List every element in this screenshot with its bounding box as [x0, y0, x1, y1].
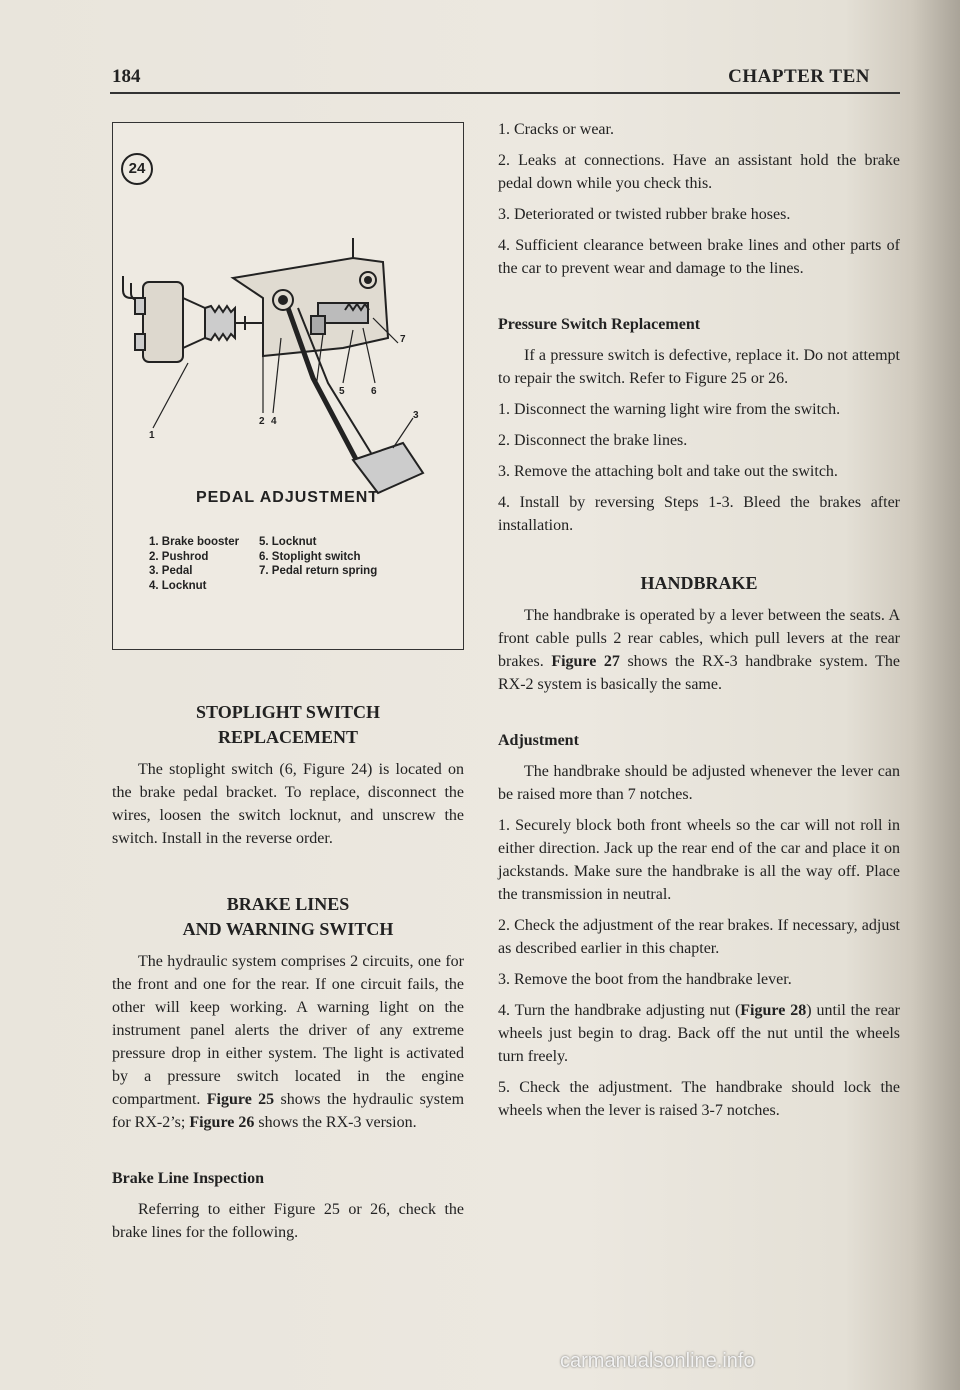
figure-24: [112, 122, 464, 650]
stoplight-heading-line1: STOPLIGHT SWITCH: [196, 702, 380, 722]
adjustment-item-5: 5. Check the adjustment. The handbrake should lock the wheels when the lever is raised 3-7 notches.: [498, 1079, 900, 1119]
page-number: 184: [112, 66, 141, 87]
brake-lines-text-a: The hydraulic system comprises 2 circuits, one for the front and one for the rear. If one circuit fails, the other will keep working. A warning light on the instrument panel alerts the driver of any extreme pressure drop in either system. The light is activated by a pressure switch located in the engine compartment.: [112, 953, 464, 1108]
callout-7: 7: [400, 334, 406, 345]
adjustment-item-1: 1. Securely block both front wheels so the car will not roll in either direction. Jack up the rear end of the car and place it on jackstands. Make sure the handbrake is all the way off. Place the transmission in neutral.: [498, 817, 900, 903]
pressure-switch-paragraph: If a pressure switch is defective, replace it. Do not attempt to repair the switch. Refer to Figure 25 or 26.: [498, 347, 900, 387]
left-column: [112, 700, 464, 1244]
stoplight-heading: [112, 700, 464, 750]
legend-column-1: [149, 535, 239, 593]
figure-27-ref: Figure 27: [551, 653, 620, 670]
figure-28-ref: Figure 28: [740, 1002, 807, 1019]
pedal-diagram: [113, 183, 462, 593]
chapter-heading: CHAPTER TEN: [728, 66, 870, 87]
figure-number-badge: 24: [121, 153, 153, 185]
adjustment-item-3: 3. Remove the boot from the handbrake lever.: [498, 971, 792, 988]
brake-lines-text-c: shows the RX-3 version.: [254, 1114, 417, 1131]
inspection-paragraph: Referring to either Figure 25 or 26, check the brake lines for the following.: [112, 1201, 464, 1241]
brake-lines-heading: [112, 892, 464, 942]
handbrake-paragraph: [498, 604, 900, 696]
figure-title: PEDAL ADJUSTMENT: [195, 489, 380, 506]
legend-item: 3. Pedal: [149, 565, 193, 577]
figure-25-ref: Figure 25: [206, 1091, 275, 1108]
legend-column-2: [259, 535, 377, 579]
brake-lines-text-b: shows the hydraulic system for RX-2’s;: [112, 1091, 465, 1131]
right-column: [498, 118, 900, 1122]
legend-item: 4. Locknut: [149, 579, 207, 592]
callout-5: 5: [339, 386, 345, 397]
watermark: carmanualsonline.info: [560, 1350, 755, 1372]
callout-3: 3: [413, 410, 419, 421]
adj4-text-a: 4. Turn the handbrake adjusting nut (: [498, 1002, 741, 1019]
handbrake-text-a: The handbrake is operated by a lever between the seats. A front cable pulls 2 rear cables, which pull levers at the rear brakes.: [498, 607, 900, 670]
inspection-item-3: 3. Deteriorated or twisted rubber brake hoses.: [498, 206, 791, 223]
legend-item: 6. Stoplight switch: [259, 550, 361, 563]
inspection-item-4: 4. Sufficient clearance between brake lines and other parts of the car to prevent wear and damage to the lines.: [498, 237, 900, 277]
adjustment-paragraph: The handbrake should be adjusted whenever the lever can be raised more than 7 notches.: [498, 763, 900, 803]
legend-item: 7. Pedal return spring: [259, 565, 378, 577]
header-rule: [110, 92, 900, 94]
callout-4: 4: [271, 416, 277, 427]
pressure-item-1: 1. Disconnect the warning light wire from the switch.: [498, 401, 841, 418]
callout-1: 1: [149, 430, 155, 441]
brake-lines-heading-line1: BRAKE LINES: [226, 894, 350, 914]
adjustment-item-4: [498, 999, 900, 1068]
figure-26-ref: Figure 26: [189, 1114, 255, 1131]
inspection-item-1: 1. Cracks or wear.: [498, 121, 614, 138]
handbrake-heading: HANDBRAKE: [640, 573, 758, 593]
inspection-item-2: 2. Leaks at connections. Have an assistant hold the brake pedal down while you check this.: [498, 152, 900, 192]
pressure-item-2: 2. Disconnect the brake lines.: [498, 432, 688, 449]
callout-2: 2: [259, 416, 265, 427]
callout-6: 6: [371, 386, 377, 397]
adjustment-heading: Adjustment: [498, 732, 579, 749]
pressure-switch-heading: Pressure Switch Replacement: [498, 316, 701, 333]
adjustment-item-2: 2. Check the adjustment of the rear brakes. If necessary, adjust as described earlier in this chapter.: [498, 917, 900, 957]
pressure-item-4: 4. Install by reversing Steps 1-3. Bleed the brakes after installation.: [498, 494, 900, 534]
handbrake-text-b: shows the RX-3 handbrake system. The RX-2 system is basically the same.: [498, 653, 900, 693]
legend-item: 2. Pushrod: [149, 550, 209, 563]
brake-lines-paragraph: [112, 950, 464, 1134]
stoplight-heading-line2: REPLACEMENT: [217, 727, 358, 747]
legend-item: 5. Locknut: [259, 536, 317, 548]
pressure-item-3: 3. Remove the attaching bolt and take out the switch.: [498, 463, 838, 480]
brake-lines-heading-line2: AND WARNING SWITCH: [182, 919, 394, 939]
adj4-text-b: ) until the rear wheels just begin to drag. Back off the nut until the wheels turn freely.: [498, 1002, 900, 1065]
legend-item: 1. Brake booster: [149, 536, 240, 548]
inspection-heading: Brake Line Inspection: [112, 1170, 265, 1187]
stoplight-paragraph: The stoplight switch (6, Figure 24) is located on the brake pedal bracket. To replace, disconnect the wires, loosen the switch locknut, and unscrew the switch. Install in the reverse order.: [112, 761, 464, 847]
